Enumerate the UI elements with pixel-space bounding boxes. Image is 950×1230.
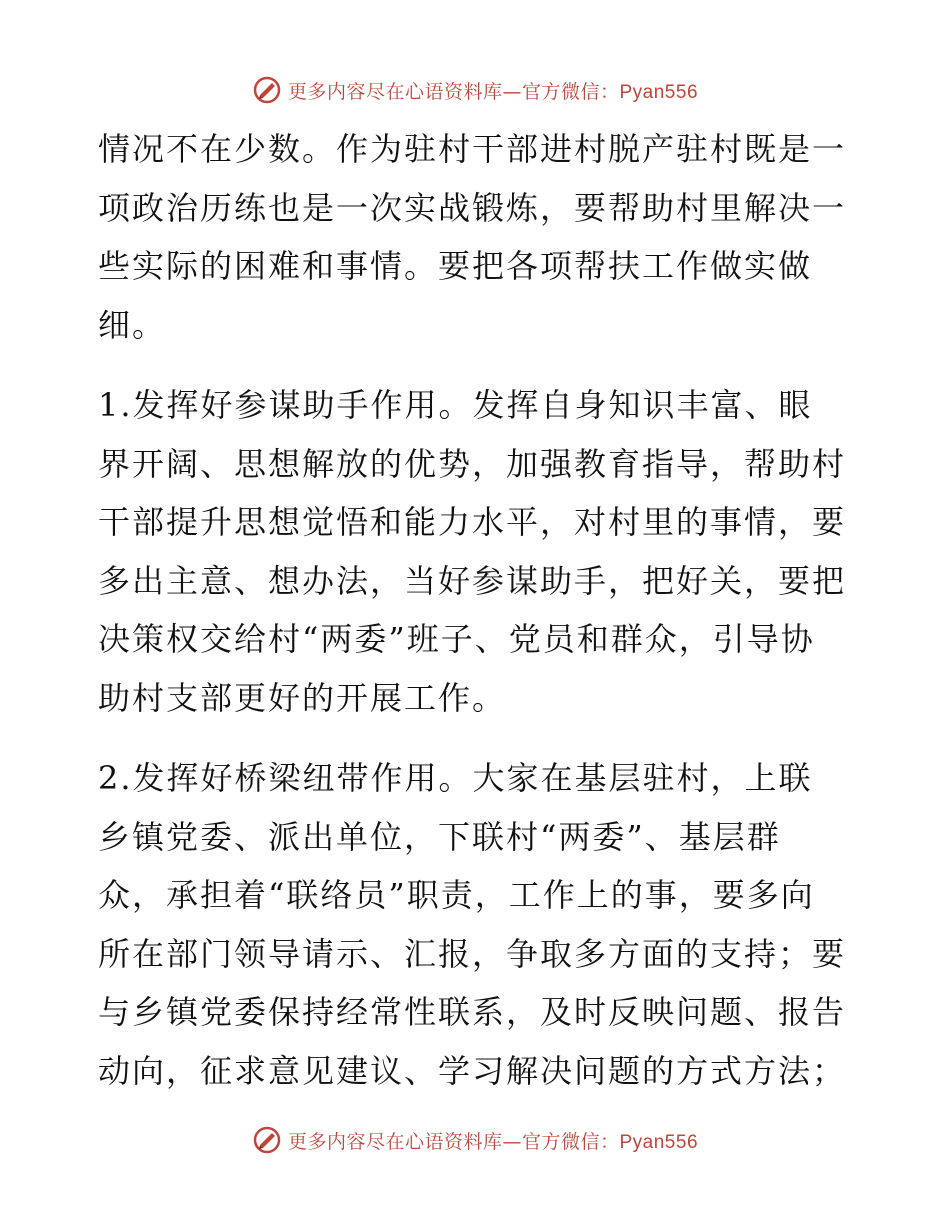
text-line: 项政治历练也是一次实战锻炼，要帮助村里解决一 bbox=[98, 188, 847, 227]
text-line: 众，承担着“联络员”职责，工作上的事，要多向 bbox=[98, 876, 815, 914]
text-line: 所在部门领导请示、汇报，争取多方面的支持；要 bbox=[98, 934, 847, 973]
paragraph-3 bbox=[98, 749, 858, 1100]
text-line: 些实际的困难和事情。要把各项帮扶工作做实做 bbox=[98, 247, 813, 285]
text-line: 1.发挥好参谋助手作用。发挥自身知识丰富、眼 bbox=[98, 386, 813, 424]
text-line: 多出主意、想办法，当好参谋助手，把好关，要把 bbox=[98, 561, 847, 600]
text-line: 情况不在少数。作为驻村干部进村脱产驻村既是一 bbox=[98, 130, 847, 168]
text-line: 助村支部更好的开展工作。 bbox=[98, 678, 507, 717]
seal-logo-icon bbox=[252, 1125, 282, 1155]
text-line: 细。 bbox=[98, 305, 167, 344]
footer-watermark bbox=[0, 1120, 950, 1160]
paragraph-1 bbox=[98, 120, 858, 354]
text-line: 干部提升思想觉悟和能力水平，对村里的事情，要 bbox=[98, 503, 847, 541]
text-line: 动向，征求意见建议、学习解决问题的方式方法； bbox=[98, 1051, 847, 1090]
header-watermark bbox=[0, 70, 950, 110]
watermark-text: 更多内容尽在心语资料库—官方微信：Pyan556 bbox=[287, 1130, 699, 1153]
watermark-text: 更多内容尽在心语资料库—官方微信：Pyan556 bbox=[287, 80, 699, 103]
paragraph-2 bbox=[98, 376, 858, 727]
text-line: 决策权交给村“两委”班子、党员和群众，引导协 bbox=[98, 620, 815, 658]
document-body bbox=[98, 120, 858, 1100]
seal-logo-icon bbox=[252, 75, 282, 105]
text-line: 界开阔、思想解放的优势，加强教育指导，帮助村 bbox=[98, 444, 847, 483]
text-line: 与乡镇党委保持经常性联系，及时反映问题、报告 bbox=[98, 993, 847, 1031]
text-line: 乡镇党委、派出单位，下联村“两委”、基层群 bbox=[98, 817, 781, 856]
text-line: 2.发挥好桥梁纽带作用。大家在基层驻村，上联 bbox=[98, 759, 813, 797]
